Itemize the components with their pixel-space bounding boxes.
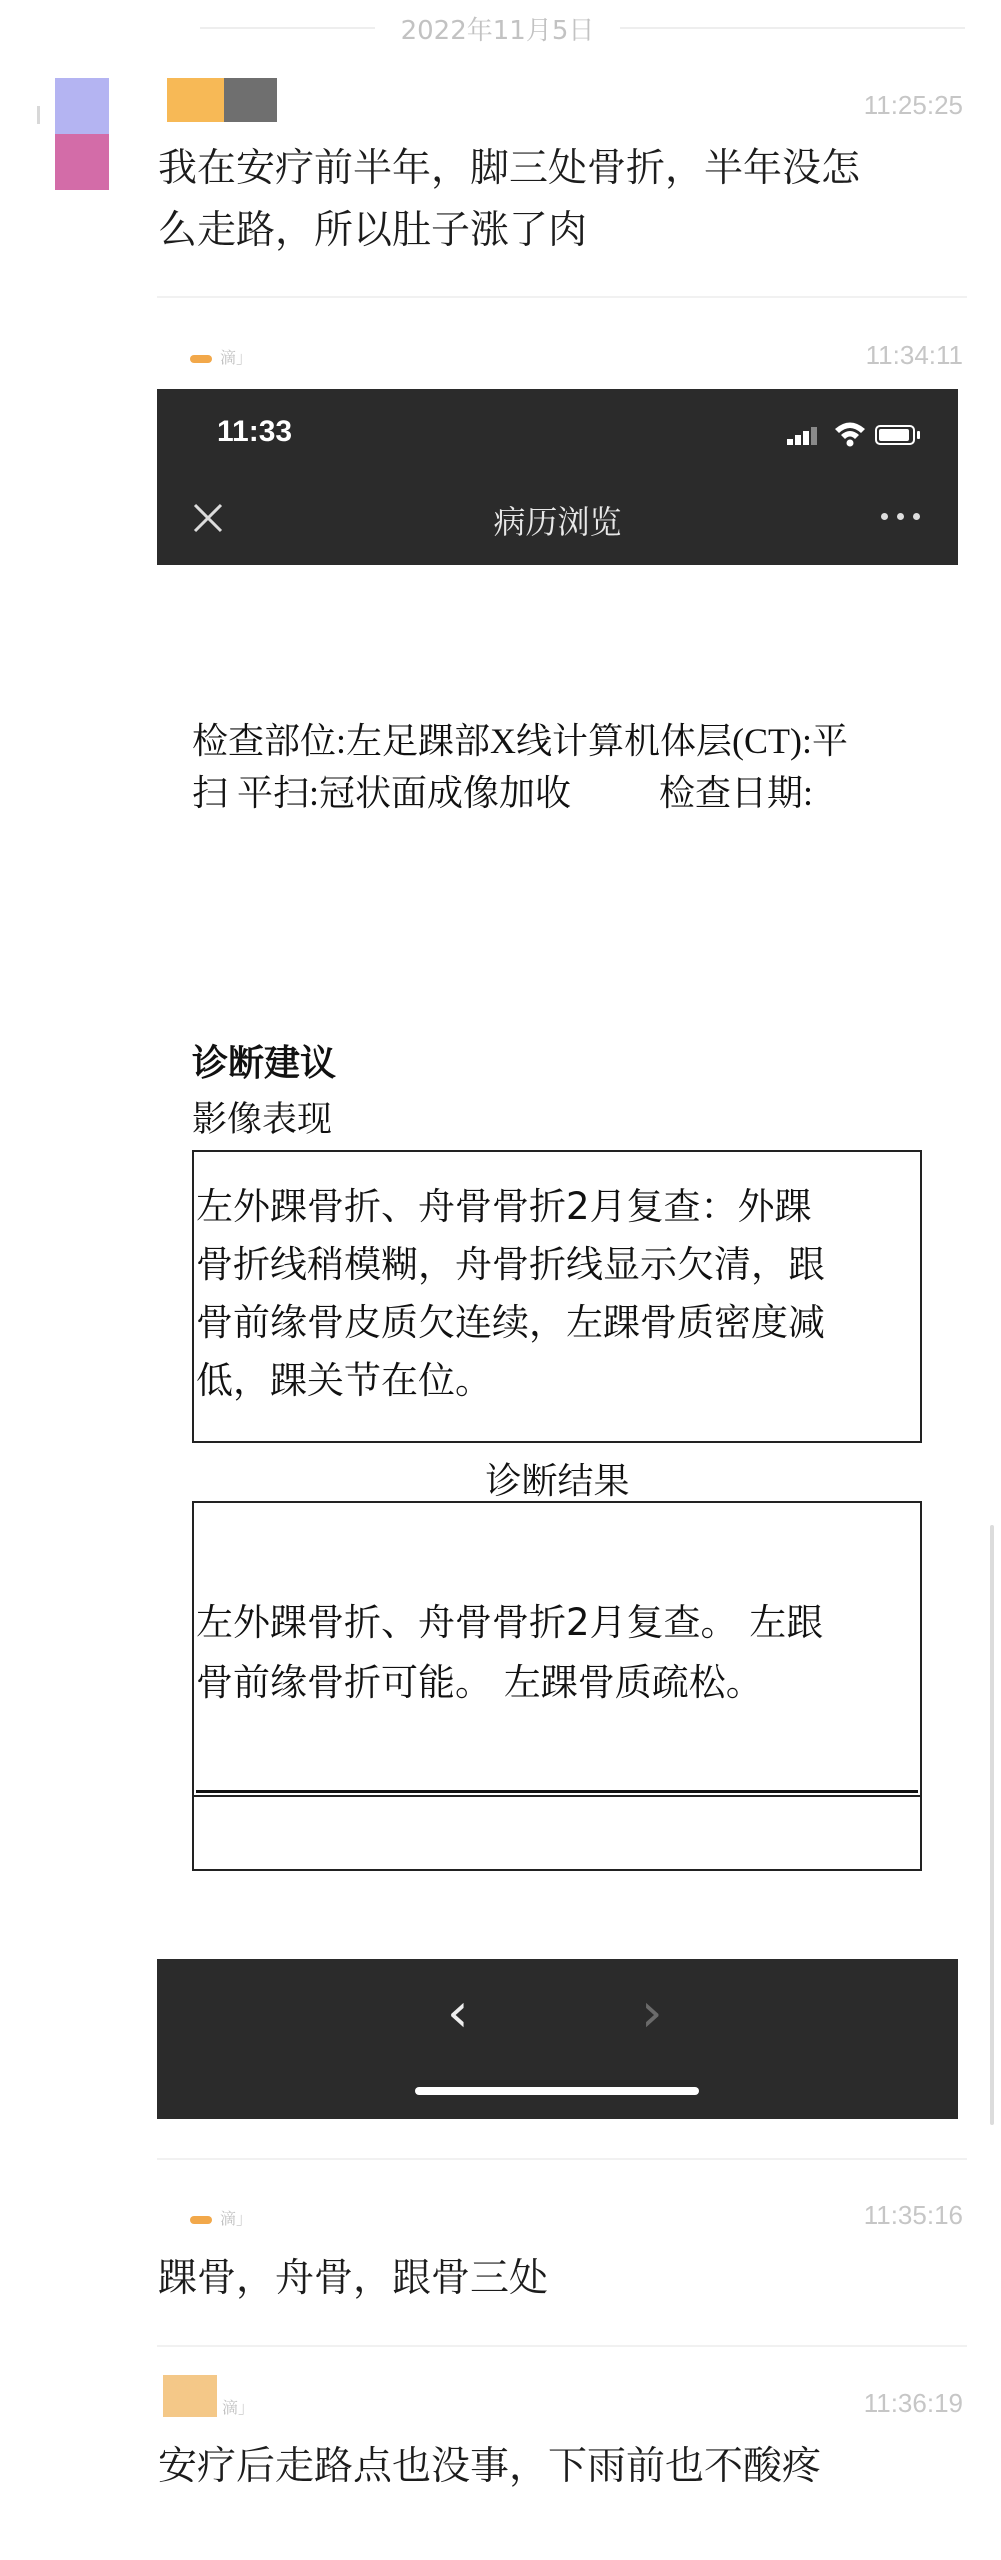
name-fragment-mark <box>190 355 212 363</box>
message-text-line: 我在安疗前半年，脚三处骨折，半年没怎 <box>158 146 861 191</box>
exam-info-line: 检查部位:左足踝部X线计算机体层(CT):平 <box>192 721 848 761</box>
scrollbar[interactable] <box>990 1525 994 2125</box>
sender-avatar[interactable] <box>55 78 109 190</box>
phone-top-bar <box>157 389 958 565</box>
redaction-block <box>224 78 277 122</box>
battery-cap <box>917 431 920 439</box>
avatar-edge <box>37 106 40 124</box>
sender-name-fragment: 滴」 <box>220 348 253 367</box>
phone-bottom-bar <box>157 1959 958 2119</box>
sender-name-fragment: 滴」 <box>220 2209 253 2228</box>
date-separator <box>0 10 1001 46</box>
message-divider <box>157 2158 967 2160</box>
message-timestamp: 11:35:16 <box>863 2200 963 2230</box>
message-text-line: 么走路，所以肚子涨了肉 <box>158 208 588 253</box>
sender-name-cropped <box>190 345 310 367</box>
diagnosis-result-box <box>192 1501 922 1797</box>
sender-name-redacted <box>163 2375 217 2417</box>
back-arrow-icon[interactable]: ‹ <box>447 1981 469 2044</box>
findings-line: 骨折线稍模糊，舟骨折线显示欠清，跟 <box>196 1243 825 1286</box>
message-text[interactable]: 安疗后走路点也没事，下雨前也不酸疼 <box>158 2444 822 2489</box>
findings-line: 骨前缘骨皮质欠连续，左踝骨质密度减 <box>196 1301 825 1344</box>
empty-table-row <box>192 1795 922 1871</box>
signal-icon <box>787 427 819 445</box>
result-line: 左外踝骨折、舟骨骨折2月复查。 左跟 <box>196 1601 824 1644</box>
name-fragment-mark <box>190 2216 212 2224</box>
findings-line: 低，踝关节在位。 <box>196 1359 492 1402</box>
date-separator-line-right <box>620 27 965 29</box>
imaging-findings-box <box>192 1150 922 1443</box>
status-time: 11:33 <box>217 415 293 448</box>
sender-name-cropped: 滴」 <box>222 2398 255 2417</box>
findings-line: 左外踝骨折、舟骨骨折2月复查：外踝 <box>196 1185 812 1228</box>
result-line: 骨前缘骨折可能。 左踝骨质疏松。 <box>196 1661 763 1704</box>
message-divider <box>157 2345 967 2347</box>
page-title: 病历浏览 <box>493 503 622 541</box>
diagnosis-title: 诊断建议 <box>192 1043 337 1084</box>
sender-name-cropped <box>190 2206 310 2228</box>
forward-arrow-icon[interactable]: › <box>641 1981 663 2044</box>
imaging-findings-title: 影像表现 <box>192 1100 333 1140</box>
exam-date-label: 检查日期: <box>659 773 814 813</box>
date-separator-line-left <box>200 27 375 29</box>
home-indicator <box>415 2087 699 2095</box>
shared-screenshot-image[interactable] <box>157 389 958 2119</box>
redaction-block <box>167 78 224 122</box>
exam-info-line <box>192 767 922 819</box>
message-text[interactable]: 踝骨，舟骨，跟骨三处 <box>158 2256 549 2301</box>
diagnosis-result-title: 诊断结果 <box>485 1461 630 1502</box>
battery-icon <box>875 425 915 445</box>
message-timestamp: 11:25:25 <box>863 90 963 120</box>
exam-info <box>192 715 922 819</box>
avatar-block-bottom <box>55 134 109 190</box>
message-text[interactable] <box>158 138 958 262</box>
avatar-block-top <box>55 78 109 134</box>
wifi-icon <box>833 419 867 447</box>
diagnosis-result-content <box>196 1503 918 1793</box>
sender-name-redacted <box>162 78 277 122</box>
more-icon[interactable] <box>881 513 921 521</box>
date-separator-label: 2022年11月5日 <box>400 16 595 46</box>
exam-method: 扫 平扫:冠状面成像加收 <box>192 773 572 813</box>
message-divider <box>157 296 967 298</box>
message-timestamp: 11:36:19 <box>863 2388 963 2418</box>
message-timestamp: 11:34:11 <box>865 340 963 370</box>
